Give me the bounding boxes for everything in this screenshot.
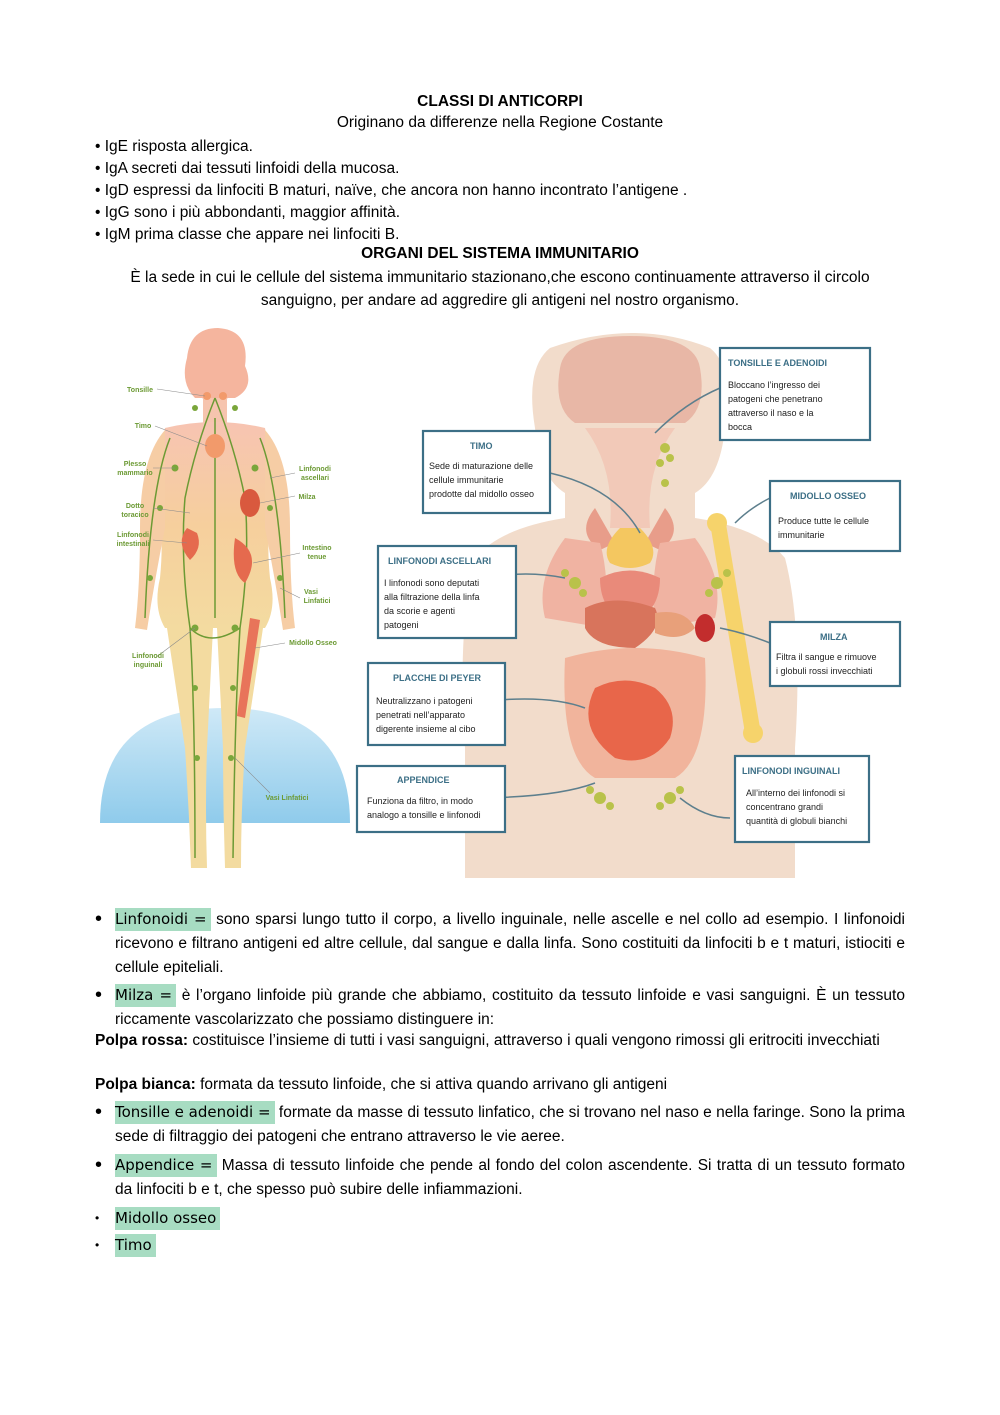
label-linf-ing-1: Linfonodi xyxy=(132,653,164,660)
antibody-classes-subtitle: Originano da differenze nella Regione Costante xyxy=(336,114,664,131)
svg-text:Bloccano l’ingresso dei: Bloccano l’ingresso dei xyxy=(728,380,821,390)
label-intestino-2: tenue xyxy=(307,554,327,561)
note-appendice-text: Massa di tessuto linfoide che pende al fondo del colon ascendente. Si tratta di un tessuto formato da linfociti b e t, che spesso può subire delle infiammazioni. xyxy=(115,1157,905,1198)
list-item: • IgA secreti dai tessuti linfoidi della mucosa. xyxy=(95,160,400,177)
label-dotto-2: toracico xyxy=(121,512,149,519)
label-dotto-1: Dotto xyxy=(125,503,145,510)
label-plesso-1: Plesso xyxy=(123,461,147,468)
svg-text:LINFONODI ASCELLARI: LINFONODI ASCELLARI xyxy=(388,556,492,566)
box-tonsille xyxy=(720,348,870,440)
note-polpa-bianca xyxy=(95,1074,905,1095)
immune-system-illustration xyxy=(95,328,905,878)
label-linf-asc-2: ascellari xyxy=(300,475,330,482)
antibody-classes-title: CLASSI DI ANTICORPI xyxy=(417,93,583,110)
note-linfonodi-text: sono sparsi lungo tutto il corpo, a livello inguinale, nelle ascelle e nel collo ad esempio. I linfonoidi ricevono e filtrano antigeni ed altre cellule, dal sangue e dalla linfa. Sono costituiti da linfociti b e t maturi, istiociti e cellule epiteliali. xyxy=(115,911,905,976)
note-milza-text: è l’organo linfoide più grande che abbiamo, costituito da tessuto linfoide e vasi sanguigni. È un tessuto riccamente vascolarizzato che possiamo distinguere in: xyxy=(115,987,905,1028)
label-tonsille: Tonsille xyxy=(127,387,153,394)
svg-text:I linfonodi sono deputati: I linfonodi sono deputati xyxy=(384,578,480,588)
note-polpa-rossa xyxy=(95,1030,905,1051)
bullet-icon: • xyxy=(95,1101,103,1123)
box-midollo-osseo xyxy=(770,481,900,551)
svg-text:LINFONODI INGUINALI: LINFONODI INGUINALI xyxy=(742,766,840,776)
bullet-icon: • xyxy=(95,1211,100,1225)
note-appendice xyxy=(95,1153,905,1202)
polpa-rossa-label: Polpa rossa: xyxy=(95,1032,189,1049)
svg-text:TONSILLE E ADENOIDI: TONSILLE E ADENOIDI xyxy=(728,358,828,368)
svg-text:Neutralizzano i patogeni: Neutralizzano i patogeni xyxy=(376,696,473,706)
label-vasi-1: Vasi xyxy=(303,589,319,596)
note-tonsille-text: formate da masse di tessuto linfatico, che si trovano nel naso e nella faringe. Sono la prima sede di filtraggio dei patogeni che entrano attraverso le vie aeree. xyxy=(115,1104,905,1145)
svg-text:cellule immunitarie: cellule immunitarie xyxy=(429,475,504,485)
box-linfonodi-inguinali xyxy=(735,756,869,842)
antibody-classes-list xyxy=(95,136,915,246)
svg-text:All’interno dei linfonodi si: All’interno dei linfonodi si xyxy=(746,788,846,798)
section-title: ORGANI DEL SISTEMA IMMUNITARIO xyxy=(361,245,639,262)
svg-text:i globuli rossi invecchiati: i globuli rossi invecchiati xyxy=(776,666,873,676)
box-milza xyxy=(770,622,900,686)
bullet-icon: • xyxy=(95,908,103,930)
term-tonsille: Tonsille e adenoidi = xyxy=(115,1101,275,1124)
label-plesso-2: mammario xyxy=(117,470,153,477)
list-item: • IgM prima classe che appare nei linfociti B. xyxy=(95,226,400,243)
label-linf-ing-2: inguinali xyxy=(133,662,163,669)
bullet-icon: • xyxy=(95,1154,103,1176)
svg-text:Filtra il sangue e rimuove: Filtra il sangue e rimuove xyxy=(776,652,877,662)
list-item: • IgE risposta allergica. xyxy=(95,138,253,155)
svg-text:alla filtrazione della linfa: alla filtrazione della linfa xyxy=(384,592,480,602)
term-milza: Milza = xyxy=(115,984,176,1007)
svg-text:analogo a tonsille e linfonodi: analogo a tonsille e linfonodi xyxy=(367,810,481,820)
note-milza xyxy=(95,983,905,1032)
label-timo: Timo xyxy=(134,423,152,430)
note-tonsille xyxy=(95,1100,905,1149)
note-linfonodi xyxy=(95,907,905,980)
term-linfonodi: Linfonoidi = xyxy=(115,908,211,931)
polpa-bianca-label: Polpa bianca: xyxy=(95,1076,196,1093)
svg-text:TIMO: TIMO xyxy=(470,441,493,451)
label-vasi-2: Linfatici xyxy=(303,598,331,605)
svg-text:Sede di maturazione delle: Sede di maturazione delle xyxy=(429,461,534,471)
svg-text:quantità di globuli bianchi: quantità di globuli bianchi xyxy=(746,816,848,826)
term-midollo: Midollo osseo xyxy=(115,1207,220,1230)
svg-text:bocca: bocca xyxy=(728,422,753,432)
term-appendice: Appendice = xyxy=(115,1154,217,1177)
svg-text:concentrano grandi: concentrano grandi xyxy=(746,802,824,812)
label-milza: Milza xyxy=(298,494,316,501)
label-linf-int-1: Linfonodi xyxy=(117,532,149,539)
bullet-icon: • xyxy=(95,984,103,1006)
box-appendice xyxy=(357,766,505,832)
bullet-icon: • xyxy=(95,1238,100,1252)
box-linfonodi-ascellari xyxy=(378,546,516,638)
list-item: • IgD espressi da linfociti B maturi, naïve, che ancora non hanno incontrato l’antigene . xyxy=(95,182,688,199)
svg-text:MIDOLLO OSSEO: MIDOLLO OSSEO xyxy=(790,491,867,501)
svg-text:immunitarie: immunitarie xyxy=(778,530,825,540)
svg-text:da scorie e agenti: da scorie e agenti xyxy=(384,606,456,616)
label-linf-int-2: intestinali xyxy=(116,541,150,548)
svg-text:prodotte dal midollo osseo: prodotte dal midollo osseo xyxy=(429,489,535,499)
section-intro: È la sede in cui le cellule del sistema immunitario stazionano,che escono continuamente attraverso il circolo sanguigno, per andare ad aggredire gli antigeni nel nostro organismo. xyxy=(130,269,870,309)
svg-text:patogeni che penetrano: patogeni che penetrano xyxy=(728,394,823,404)
svg-text:digerente insieme al cibo: digerente insieme al cibo xyxy=(376,724,476,734)
list-item: • IgG sono i più abbondanti, maggior affinità. xyxy=(95,204,401,221)
polpa-rossa-text: costituisce l’insieme di tutti i vasi sanguigni, attraverso i quali vengono rimossi gli eritrociti invecchiati xyxy=(188,1032,880,1049)
note-timo xyxy=(95,1233,905,1258)
svg-text:PLACCHE DI PEYER: PLACCHE DI PEYER xyxy=(393,673,482,683)
term-timo: Timo xyxy=(115,1234,156,1257)
svg-text:Funziona da filtro, in modo: Funziona da filtro, in modo xyxy=(367,796,474,806)
svg-text:Produce tutte le cellule: Produce tutte le cellule xyxy=(778,516,870,526)
label-linf-asc-1: Linfonodi xyxy=(299,466,331,473)
box-timo xyxy=(423,431,550,513)
label-intestino-1: Intestino xyxy=(302,545,332,552)
svg-text:penetrati nell’apparato: penetrati nell’apparato xyxy=(376,710,466,720)
svg-text:APPENDICE: APPENDICE xyxy=(397,775,450,785)
svg-text:MILZA: MILZA xyxy=(820,632,848,642)
label-midollo: Midollo Osseo xyxy=(289,640,337,647)
svg-text:attraverso il naso e la: attraverso il naso e la xyxy=(728,408,814,418)
polpa-bianca-text: formata da tessuto linfoide, che si attiva quando arrivano gli antigeni xyxy=(195,1076,668,1093)
box-placche-di-peyer xyxy=(368,663,505,745)
label-vasi-bottom: Vasi Linfatici xyxy=(265,795,309,802)
note-midollo xyxy=(95,1206,905,1231)
svg-text:patogeni: patogeni xyxy=(384,620,419,630)
